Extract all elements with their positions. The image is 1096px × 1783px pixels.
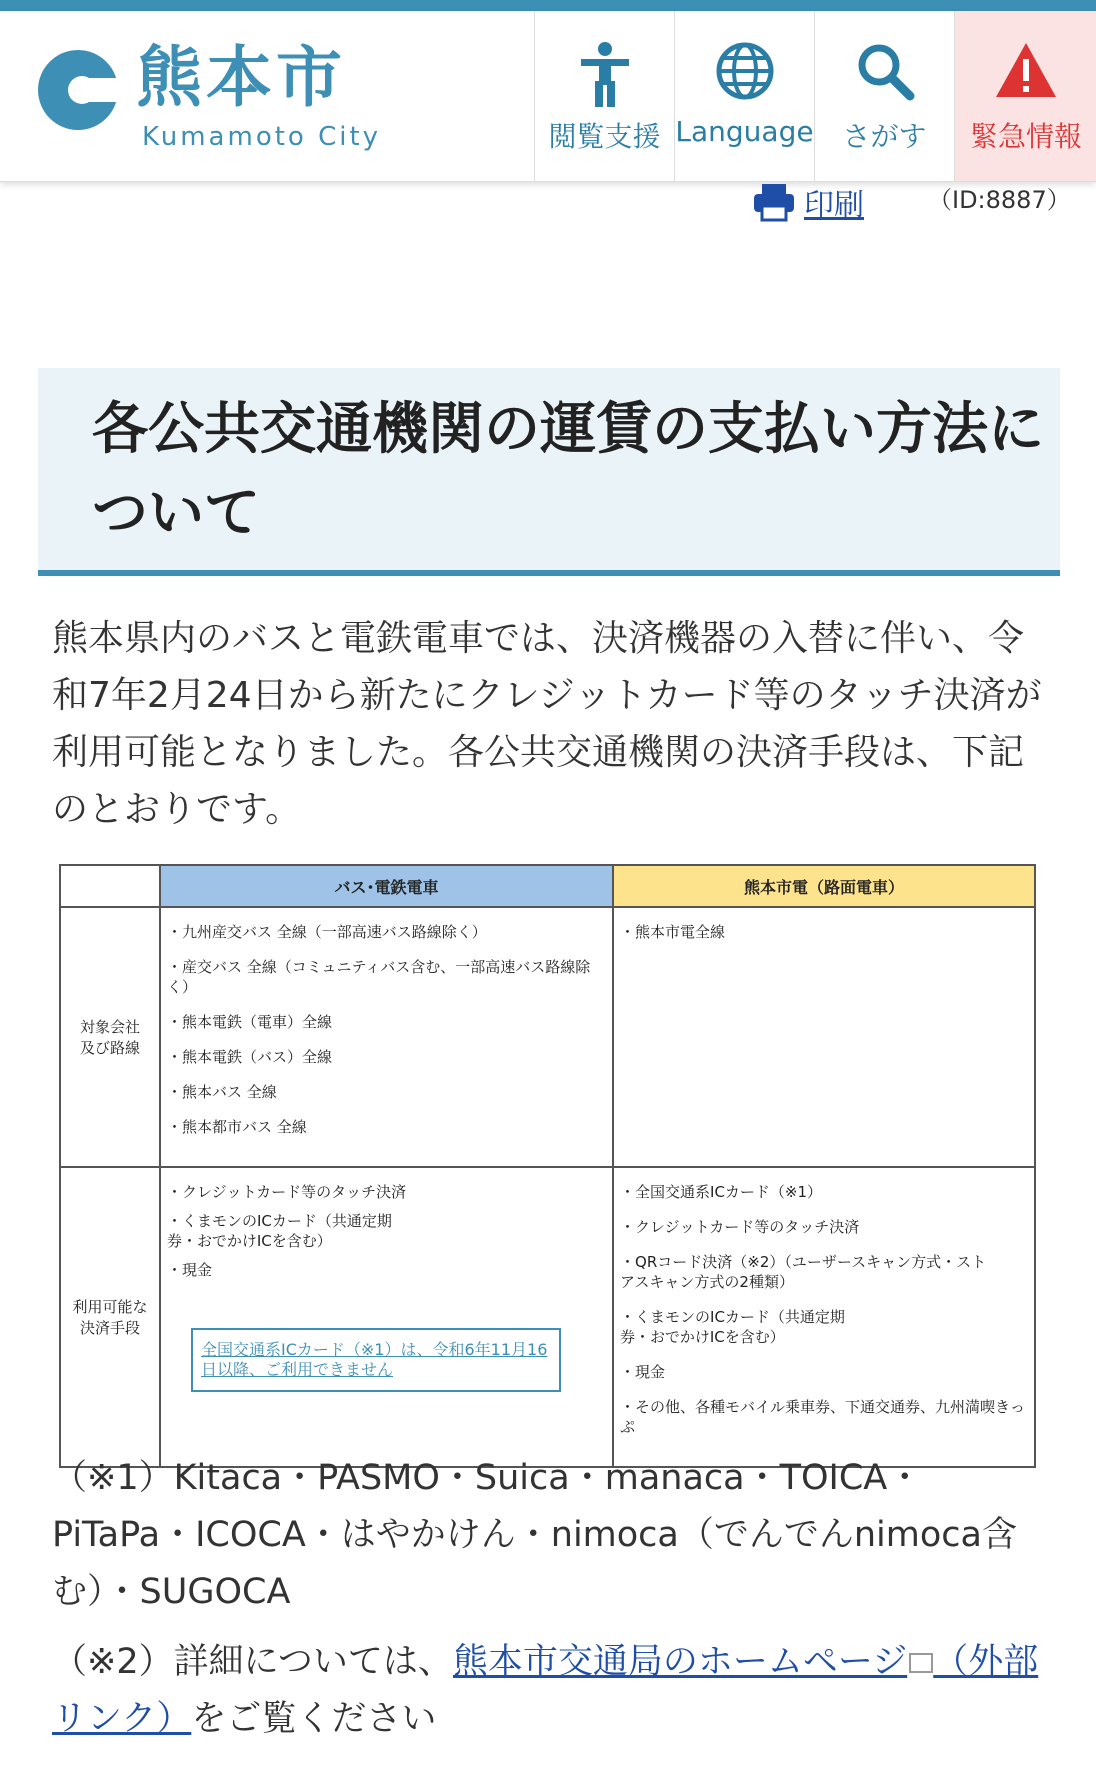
bus-payments-cell xyxy=(160,1167,613,1467)
row-header-payments xyxy=(60,1167,160,1467)
print-link[interactable] xyxy=(754,180,864,224)
list-item: ・熊本電鉄（バス）全線 xyxy=(167,1048,333,1066)
logo-text-en[interactable]: Kumamoto City xyxy=(142,122,382,152)
top-accent-bar xyxy=(0,0,1096,11)
tram-payments-cell xyxy=(613,1167,1035,1467)
nav-accessibility-label: 閲覧支援 xyxy=(548,120,661,153)
tram-routes-cell xyxy=(613,907,1035,1167)
note2-suffix: をご覧ください xyxy=(191,1699,437,1739)
intro-paragraph: 熊本県内のバスと電鉄電車では、決済機器の入替に伴い、令和7年2月24日から新たにクレジットカード等のタッチ決済が利用可能となりました。各公共交通機関の決済手段は、下記のとおりです。 xyxy=(52,618,1042,830)
transport-bureau-link-label: 熊本市交通局のホームページ xyxy=(452,1642,908,1682)
page-title-box xyxy=(38,368,1060,576)
table-corner-cell xyxy=(60,865,160,907)
accessibility-icon xyxy=(577,41,633,107)
column-header-tram: 熊本市電（路面電車） xyxy=(613,865,1035,907)
list-item: ・熊本都市バス 全線 xyxy=(167,1118,307,1136)
row-header-routes xyxy=(60,907,160,1167)
row-header-payments-label: 利用可能な決済手段 xyxy=(72,1298,148,1337)
globe-icon xyxy=(715,41,775,101)
note2-prefix: （※2）詳細については、 xyxy=(52,1642,453,1682)
note-qr-details xyxy=(52,1634,1062,1748)
logo-text-jp[interactable]: 熊本市 xyxy=(136,39,346,116)
list-item: ・産交バス 全線（コミュニティバス含む、一部高速バス路線除く） xyxy=(167,958,591,996)
external-link-icon xyxy=(909,1653,933,1673)
printer-icon xyxy=(754,184,794,222)
list-item: ・全国交通系ICカード（※1） xyxy=(620,1183,823,1201)
nav-accessibility-button[interactable] xyxy=(534,11,674,181)
list-item: ・熊本市電全線 xyxy=(620,923,726,941)
column-header-bus: バス･電鉄電車 xyxy=(160,865,613,907)
nav-search-button[interactable] xyxy=(814,11,954,181)
list-item: ・現金 xyxy=(167,1261,213,1279)
list-item: ・現金 xyxy=(620,1363,666,1381)
external-link-label: （外部リンク） xyxy=(52,1642,1039,1739)
page-title: 各公共交通機関の運賃の支払い方法について xyxy=(92,397,1044,546)
list-item: ・クレジットカード等のタッチ決済 xyxy=(167,1183,407,1201)
list-item: ・くまモンのICカード（共通定期券・おでかけICを含む） xyxy=(167,1212,392,1250)
list-item: ・九州産交バス 全線（一部高速バス路線除く） xyxy=(167,923,487,941)
bus-routes-cell xyxy=(160,907,613,1167)
payment-methods-table xyxy=(59,864,1036,1468)
note-ic-cards: （※1）Kitaca・PASMO・Suica・manaca・TOICA・PiTaPa・ICOCA・はやかけん・nimoca（でんでんnimoca含む）・SUGOCA xyxy=(52,1458,1017,1612)
list-item: ・QRコード決済（※2）（ユーザースキャン方式・ストアスキャン方式の2種類） xyxy=(620,1253,987,1291)
list-item: ・熊本バス 全線 xyxy=(167,1083,277,1101)
list-item: ・熊本電鉄（電車）全線 xyxy=(167,1013,333,1031)
warning-icon xyxy=(994,41,1058,99)
nav-language-button[interactable] xyxy=(674,11,814,181)
nav-search-label: さがす xyxy=(842,120,927,153)
row-header-routes-label: 対象会社及び路線 xyxy=(79,1018,140,1057)
search-icon xyxy=(855,41,915,101)
print-label: 印刷 xyxy=(804,188,864,223)
nav-emergency-button[interactable] xyxy=(954,11,1096,181)
ic-card-notice-link[interactable]: 全国交通系ICカード（※1）は、令和6年11月16日以降、ご利用できません xyxy=(191,1328,561,1392)
list-item: ・クレジットカード等のタッチ決済 xyxy=(620,1218,860,1236)
page-id: （ID:8887） xyxy=(928,186,1071,214)
nav-language-label: Language xyxy=(675,115,814,148)
list-item: ・その他、各種モバイル乗車券、下通交通券、九州満喫きっぷ xyxy=(620,1398,1026,1436)
nav-emergency-label: 緊急情報 xyxy=(969,120,1082,153)
kumamoto-logo-icon[interactable] xyxy=(36,48,120,132)
list-item: ・くまモンのICカード（共通定期券・おでかけICを含む） xyxy=(620,1308,845,1346)
